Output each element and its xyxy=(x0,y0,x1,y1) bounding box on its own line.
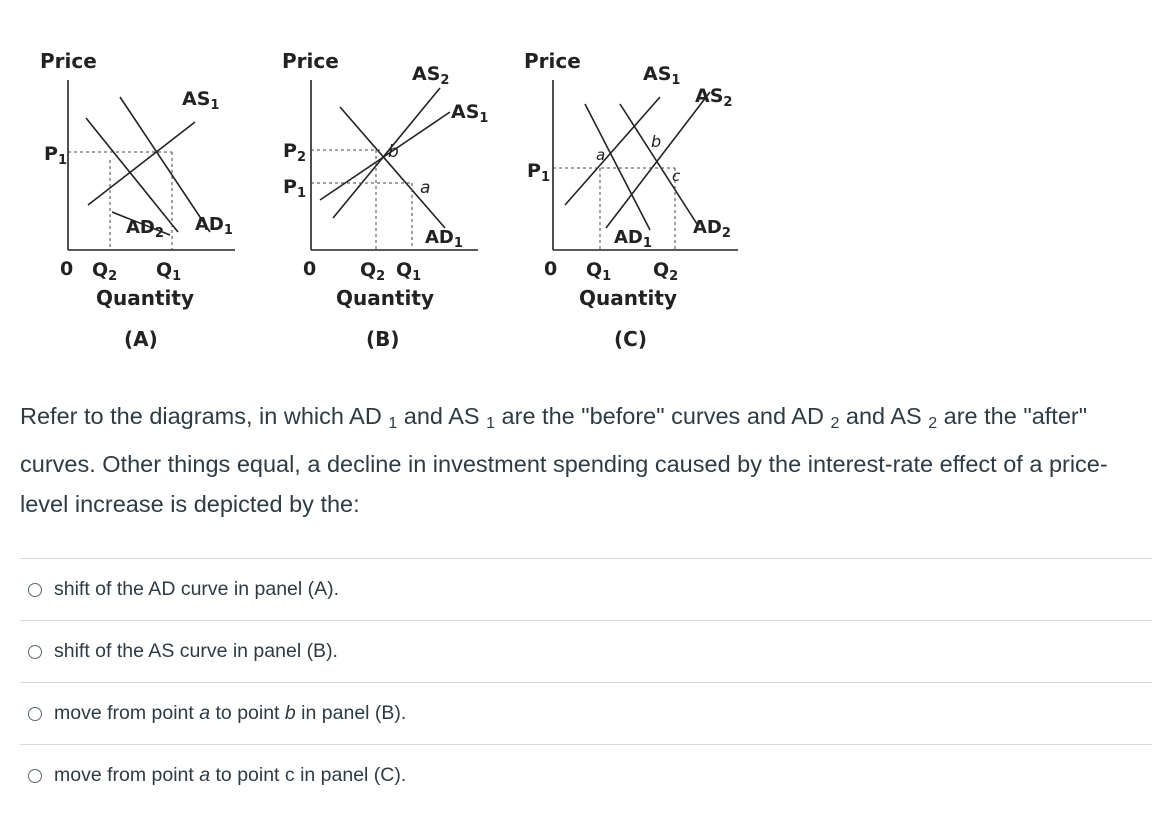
panel-b-price-label: Price xyxy=(282,49,339,73)
question-part: Refer to the diagrams, in which AD xyxy=(20,403,382,429)
panel-c-as2-curve xyxy=(606,92,710,228)
panel-b-ad1-label: $AD_1$ xyxy=(425,227,463,251)
question-subscript: 2 xyxy=(830,415,840,432)
question-subscript: 1 xyxy=(486,415,496,432)
option-label xyxy=(54,764,406,787)
option-label: shift of the AD curve in panel (A). xyxy=(54,578,340,600)
panel-a-as1-curve xyxy=(120,97,210,232)
question-text xyxy=(20,396,1140,524)
question-part: and AS xyxy=(403,403,480,429)
answer-options xyxy=(20,558,1152,806)
question-subscript: 2 xyxy=(928,415,938,432)
panel-c-ad2-curve xyxy=(620,104,697,224)
panel-c-p1-tick: $P_1$ xyxy=(527,160,550,185)
panel-b-q2-tick: $Q_2$ xyxy=(360,259,386,284)
panel-b-p2-tick: $P_2$ xyxy=(283,140,306,165)
option-text: move from point xyxy=(54,702,200,724)
panel-c-as1-curve xyxy=(565,97,660,205)
panel-b-point-b: b xyxy=(388,142,399,162)
option-text: in panel (B). xyxy=(295,702,407,724)
panel-b-as1-label: $AS_1$ xyxy=(451,101,489,126)
panel-c-ad1-label: $AD_1$ xyxy=(614,227,652,251)
radio-button[interactable] xyxy=(28,583,42,597)
option-text: in panel (C). xyxy=(294,764,407,786)
diagram-svg xyxy=(0,0,1155,370)
answer-option-3[interactable] xyxy=(20,682,1152,744)
panel-a-q2-tick: $Q_2$ xyxy=(92,259,118,284)
panel-c-caption: (C) xyxy=(614,327,647,351)
option-text: to point xyxy=(210,764,285,786)
panel-b-as2-curve xyxy=(333,88,440,218)
panel-c-quantity-label: Quantity xyxy=(579,286,677,310)
panel-c-point-c: c xyxy=(672,167,681,185)
question-part: are the "after" curves. Other things equal, a decline in investment spending caused by the interest-rate effect of a price-level increase is depicted by the: xyxy=(20,403,1108,517)
option-label: shift of the AS curve in panel (B). xyxy=(54,640,338,662)
panel-c-origin: 0 xyxy=(544,258,558,280)
panel-a-ad2-label: $AD_2$ xyxy=(126,217,164,241)
panel-b-point-a: a xyxy=(420,178,431,198)
panel-c-point-a: a xyxy=(596,146,606,164)
radio-button[interactable] xyxy=(28,645,42,659)
panel-a-price-label: Price xyxy=(40,49,97,73)
panel-b-p1-tick: $P_1$ xyxy=(283,176,306,201)
panel-c-q1-tick: $Q_1$ xyxy=(586,259,612,284)
panel-a-q1-tick: $Q_1$ xyxy=(156,259,182,284)
panel-c-as1-label: $AS_1$ xyxy=(643,63,681,88)
option-point: a xyxy=(199,702,211,724)
radio-button[interactable] xyxy=(28,769,42,783)
question-part: are the "before" curves and AD xyxy=(501,403,824,429)
option-point: b xyxy=(284,702,296,724)
option-text: move from point xyxy=(54,764,200,786)
option-point: c xyxy=(284,764,295,786)
question-part: and AS xyxy=(845,403,922,429)
answer-option-1[interactable] xyxy=(20,558,1152,620)
option-point: a xyxy=(199,764,211,786)
economics-diagrams xyxy=(0,0,1155,370)
panel-a-caption: (A) xyxy=(124,327,158,351)
panel-c-ad2-label: $AD_2$ xyxy=(693,217,731,241)
option-text: to point xyxy=(210,702,285,724)
panel-a-ad2-curve xyxy=(86,118,178,232)
option-label xyxy=(54,702,406,725)
answer-option-4[interactable] xyxy=(20,744,1152,806)
panel-a-quantity-label: Quantity xyxy=(96,286,194,310)
panel-a-ad1-curve xyxy=(88,122,195,205)
panel-c-as2-label: $AS_2$ xyxy=(695,85,733,110)
answer-option-2[interactable] xyxy=(20,620,1152,682)
panel-a-origin: 0 xyxy=(60,258,74,280)
panel-c-ad1-curve xyxy=(585,104,650,230)
panel-b-q1-tick: $Q_1$ xyxy=(396,259,422,284)
panel-b-as2-label: $AS_2$ xyxy=(412,63,450,88)
panel-a-ad1-label: $AD_1$ xyxy=(195,214,233,238)
question-subscript: 1 xyxy=(388,415,398,432)
panel-c-price-label: Price xyxy=(524,49,581,73)
panel-b-quantity-label: Quantity xyxy=(336,286,434,310)
panel-a-p1-tick: $P_1$ xyxy=(44,143,67,168)
panel-b-caption: (B) xyxy=(366,327,400,351)
panel-c-q2-tick: $Q_2$ xyxy=(653,259,679,284)
radio-button[interactable] xyxy=(28,707,42,721)
panel-b-origin: 0 xyxy=(303,258,317,280)
panel-a-as1-label: $AS_1$ xyxy=(182,88,220,113)
panel-c-point-b: b xyxy=(651,132,662,151)
